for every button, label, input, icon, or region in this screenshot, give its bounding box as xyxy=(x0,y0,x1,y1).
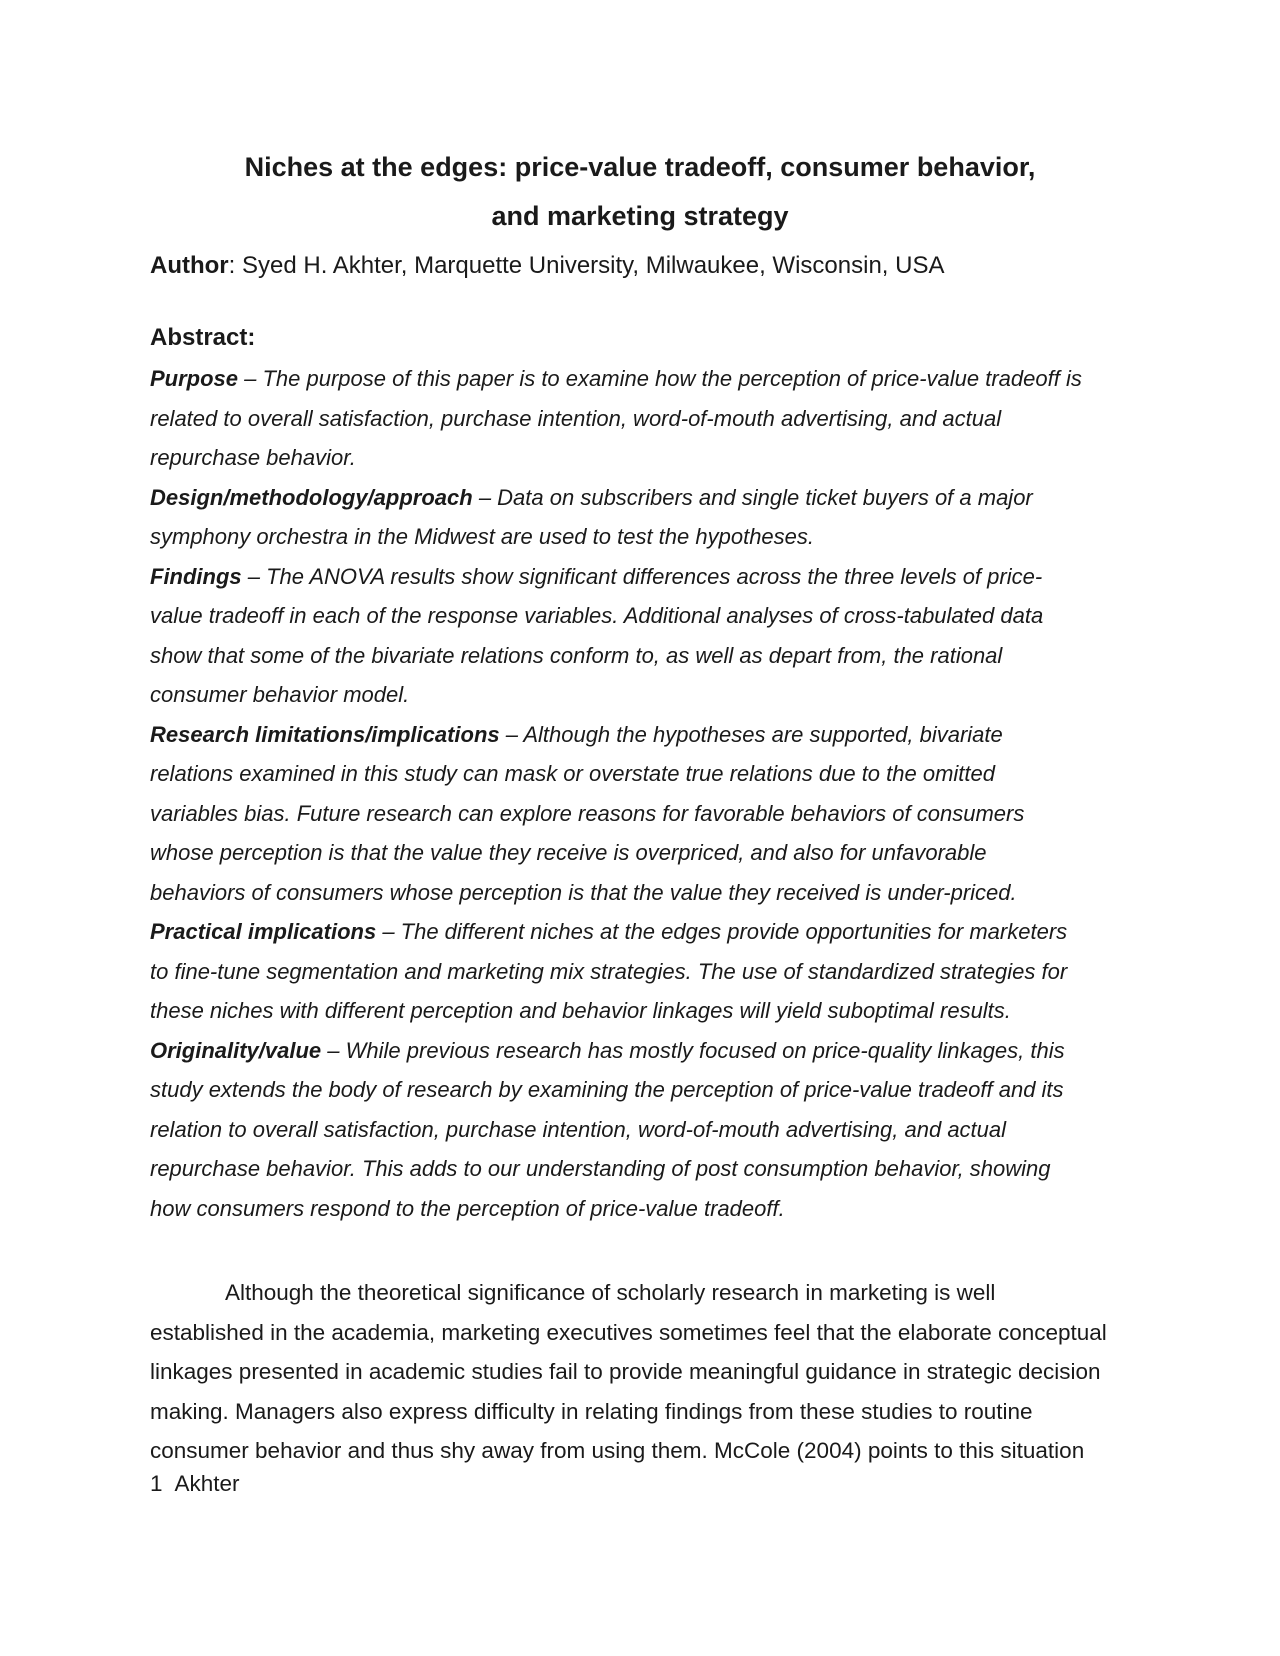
body-paragraph xyxy=(150,1273,1150,1471)
author-text: : Syed H. Akhter, Marquette University, Milwaukee, Wisconsin, USA xyxy=(228,252,945,279)
abstract-line: show that some of the bivariate relations conform to, as well as depart from, the rational xyxy=(150,642,1003,668)
page-number: 1 xyxy=(150,1471,163,1496)
author-label: Author xyxy=(150,252,229,279)
abstract-heading: Abstract: xyxy=(150,324,256,351)
originality-label: Originality/value xyxy=(150,1037,322,1063)
abstract-line: to fine-tune segmentation and marketing mix strategies. The use of standardized strategies for xyxy=(150,958,1068,984)
abstract-line: symphony orchestra in the Midwest are used to test the hypotheses. xyxy=(150,524,815,549)
practical-label: Practical implications xyxy=(150,919,377,944)
abstract-line: repurchase behavior. xyxy=(150,445,356,470)
abstract-body xyxy=(150,359,1150,1228)
abstract-line: variables bias. Future research can explore reasons for favorable behaviors of consumers xyxy=(150,800,1025,826)
body-line: linkages presented in academic studies fail to provide meaningful guidance in strategic decision xyxy=(150,1359,1101,1384)
abstract-line: study extends the body of research by examining the perception of price-value tradeoff and its xyxy=(150,1077,1064,1102)
limitations-label: Research limitations/implications xyxy=(150,721,500,747)
abstract-line: value tradeoff in each of the response variables. Additional analyses of cross-tabulated data xyxy=(150,603,1044,628)
abstract-text: – Data on subscribers and single ticket buyers of a major xyxy=(472,484,1033,510)
abstract-text: – The different niches at the edges provide opportunities for marketers xyxy=(376,919,1068,944)
abstract-line: related to overall satisfaction, purchase intention, word-of-mouth advertising, and actual xyxy=(150,405,1002,431)
abstract-line: how consumers respond to the perception of price-value tradeoff. xyxy=(150,1195,785,1221)
body-line: making. Managers also express difficulty in relating findings from these studies to routine xyxy=(150,1398,1033,1424)
abstract-text: – Although the hypotheses are supported, bivariate xyxy=(499,721,1003,747)
abstract-line: relations examined in this study can mask or overstate true relations due to the omitted xyxy=(150,761,995,786)
design-label: Design/methodology/approach xyxy=(150,484,473,510)
running-head: Akhter xyxy=(174,1471,240,1496)
abstract-line xyxy=(150,1031,1150,1071)
abstract-line xyxy=(150,478,1150,518)
abstract-line: behaviors of consumers whose perception is that the value they received is under-priced. xyxy=(150,879,1017,905)
abstract-line: consumer behavior model. xyxy=(150,682,410,707)
abstract-text: – While previous research has mostly focused on price-quality linkages, this xyxy=(321,1037,1065,1063)
body-line: consumer behavior and thus shy away from using them. McCole (2004) points to this situation xyxy=(150,1438,1085,1463)
abstract-text: – The ANOVA results show significant differences across the three levels of price- xyxy=(241,563,1043,589)
page-footer xyxy=(150,1469,240,1499)
body-line: Although the theoretical significance of scholarly research in marketing is well xyxy=(225,1280,996,1305)
abstract-line xyxy=(150,359,1150,399)
abstract-line: these niches with different perception and behavior linkages will yield suboptimal results. xyxy=(150,998,1011,1023)
title-line-2: and marketing strategy xyxy=(491,201,789,231)
abstract-line: relation to overall satisfaction, purchase intention, word-of-mouth advertising, and actual xyxy=(150,1116,1007,1142)
findings-label: Findings xyxy=(150,563,242,589)
paper-title xyxy=(150,143,1130,241)
author-line xyxy=(150,251,944,281)
abstract-line xyxy=(150,557,1150,597)
purpose-label: Purpose xyxy=(150,366,239,391)
abstract-line: repurchase behavior. This adds to our understanding of post consumption behavior, showing xyxy=(150,1156,1051,1181)
title-line-1: Niches at the edges: price-value tradeoff, consumer behavior, xyxy=(244,152,1036,182)
abstract-line xyxy=(150,715,1150,755)
abstract-text: – The purpose of this paper is to examine how the perception of price-value tradeoff is xyxy=(238,366,1082,391)
abstract-line xyxy=(150,912,1150,952)
abstract-line: whose perception is that the value they receive is overpriced, and also for unfavorable xyxy=(150,840,987,865)
body-line: established in the academia, marketing executives sometimes feel that the elaborate conceptual xyxy=(150,1319,1107,1345)
